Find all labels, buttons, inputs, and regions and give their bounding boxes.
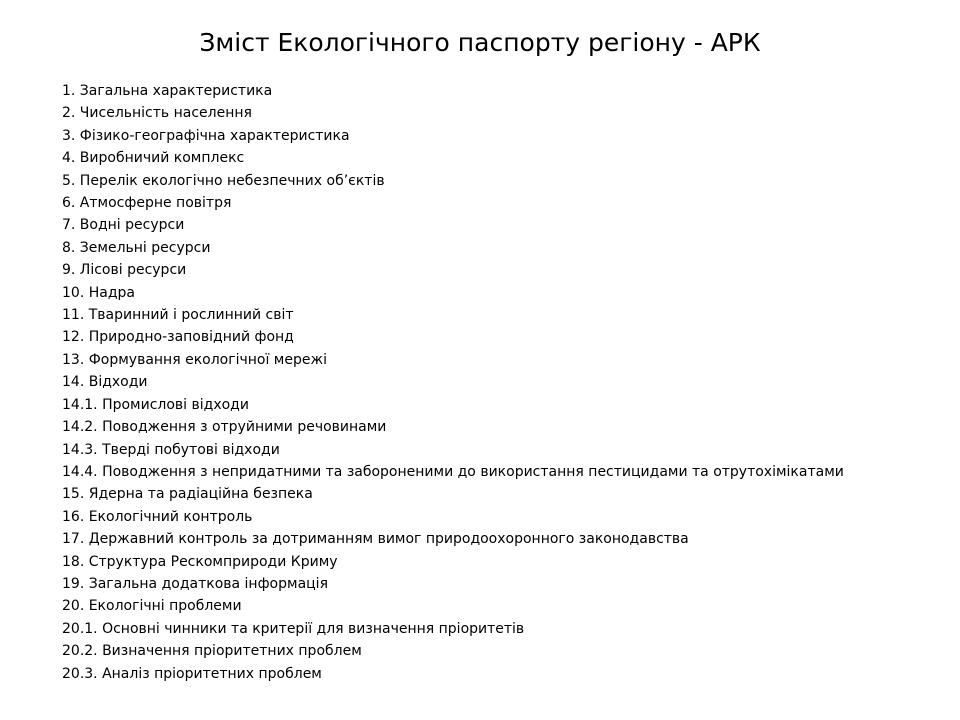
toc-item: 10. Надра: [62, 284, 135, 301]
toc-item: 20. Екологічні проблеми: [62, 598, 242, 615]
toc-item: 15. Ядерна та радіаційна безпека: [62, 486, 313, 503]
toc-subitem: 20.2. Визначення пріоритетних проблем: [62, 643, 362, 660]
toc-item: 2. Чисельність населення: [62, 105, 252, 122]
toc-item: 18. Структура Рескомприроди Криму: [62, 553, 338, 570]
toc-subitem: 14.1. Промислові відходи: [62, 396, 249, 413]
toc-item: 7. Водні ресурси: [62, 217, 185, 234]
toc-item: 3. Фізико-географічна характеристика: [62, 127, 350, 144]
table-of-contents: [62, 80, 844, 685]
toc-item: 11. Тваринний і рослинний світ: [62, 307, 294, 324]
toc-item: 5. Перелік екологічно небезпечних об’єктів: [62, 172, 385, 189]
toc-item: 14. Відходи: [62, 374, 148, 391]
toc-item: 6. Атмосферне повітря: [62, 195, 232, 212]
toc-subitem: 20.1. Основні чинники та критерії для визначення пріоритетів: [62, 620, 525, 637]
slide-title: Зміст Екологічного паспорту регіону - АРК: [199, 28, 761, 57]
toc-item: 17. Державний контроль за дотриманням вимог природоохоронного законодавства: [62, 531, 689, 548]
toc-subitem: 20.3. Аналіз пріоритетних проблем: [62, 665, 322, 682]
toc-item: 8. Земельні ресурси: [62, 239, 211, 256]
toc-item: 1. Загальна характеристика: [62, 83, 273, 99]
toc-item: 19. Загальна додаткова інформація: [62, 575, 328, 592]
toc-item: 12. Природно-заповідний фонд: [62, 329, 294, 346]
toc-item: 9. Лісові ресурси: [62, 262, 187, 279]
toc-subitem: 14.2. Поводження з отруйними речовинами: [62, 419, 387, 436]
toc-item: 4. Виробничий комплекс: [62, 150, 245, 167]
toc-item: 13. Формування екологічної мережі: [62, 351, 327, 368]
toc-subitem: 14.4. Поводження з непридатними та забороненими до використання пестицидами та отрутохімікатами: [62, 463, 844, 480]
toc-item: 16. Екологічний контроль: [62, 508, 253, 525]
toc-subitem: 14.3. Тверді побутові відходи: [62, 441, 280, 458]
